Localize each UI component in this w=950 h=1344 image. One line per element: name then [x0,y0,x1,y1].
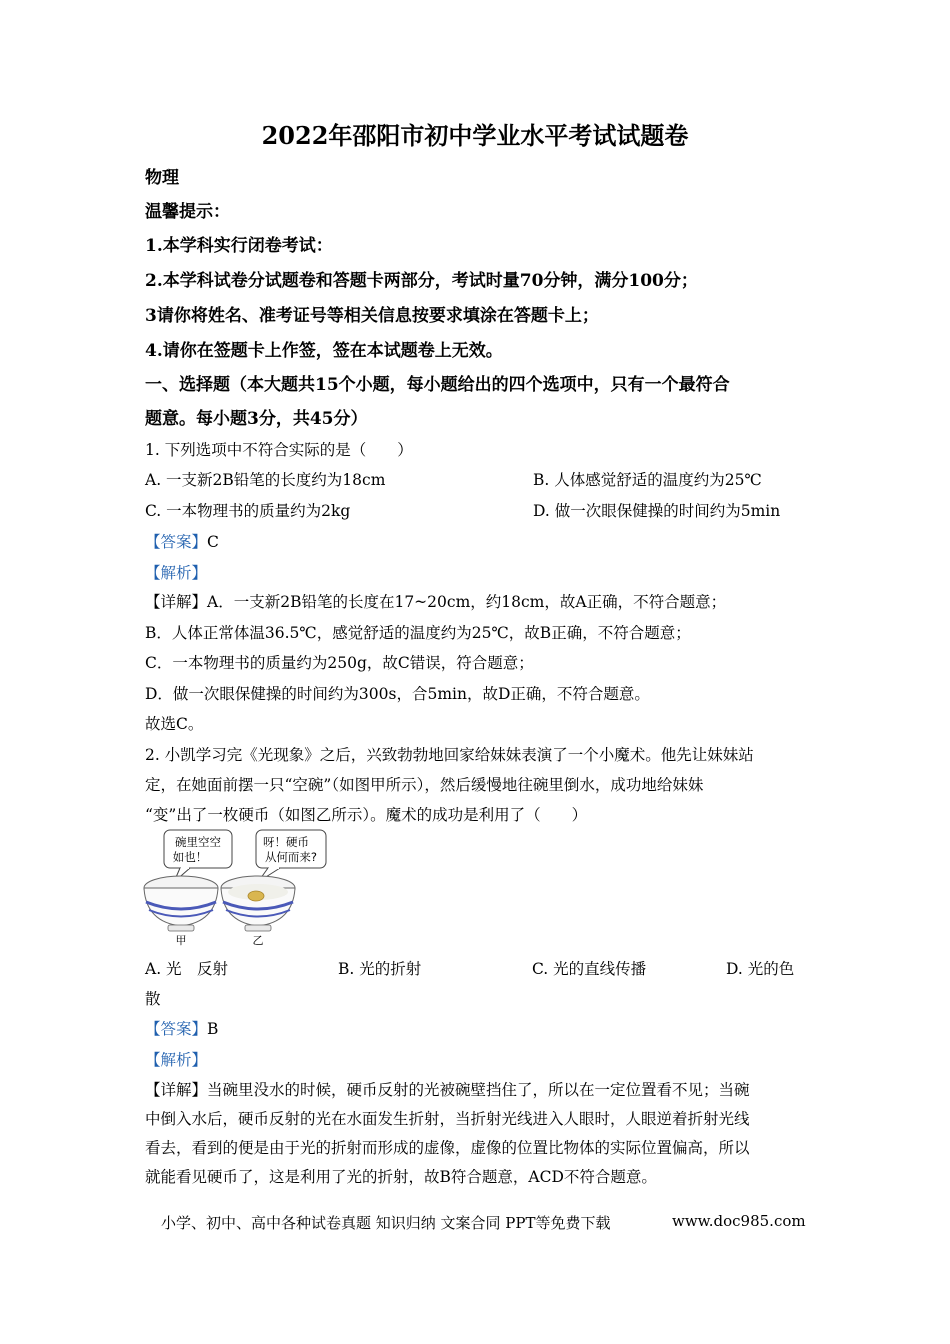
subject-label: 物理 [145,168,179,188]
detail-tag: 【详解】 [145,1081,208,1099]
q2-stem-line: “变”出了一枚硬币（如图乙所示）。魔术的成功是利用了（ ） [145,806,588,824]
q2-option-d: D. 光的色 [726,960,795,978]
q1-stem: 1. 下列选项中不符合实际的是（ ） [145,441,413,459]
q2-option-a: A. 光 反射 [145,960,229,978]
bubble-left-text-2: 如也！ [172,850,208,864]
bowl-figure [140,826,340,950]
figure-label-yi: 乙 [252,934,264,947]
q2-stem-line: 定，在她面前摆一只“空碗”（如图甲所示），然后缓慢地往碗里倒水，成功地给妹妹 [145,776,704,794]
q2-option-c: C. 光的直线传播 [532,960,647,978]
answer-tag: 【答案】 [145,1020,208,1038]
bubble-right-text-2: 从何而来? [264,850,318,864]
speech-bubble-right [256,830,326,882]
tip-item: 2.本学科试卷分试题卷和答题卡两部分，考试时量70分钟，满分100分； [145,271,698,291]
speech-bubble-left [164,830,232,882]
answer-tag: 【答案】 [145,533,208,551]
answer-value: B [207,1020,219,1038]
empty-bowl-illustration [144,876,218,947]
figure-label-jia: 甲 [175,934,187,947]
q1-option-a: A. 一支新2B铅笔的长度约为18cm [145,471,386,489]
q2-detail-line: 中倒入水后，硬币反射的光在水面发生折射，当折射光线进入人眼时，人眼逆着折射光线 [145,1110,750,1128]
coin-icon [248,891,264,901]
tip-item: 1.本学科实行闭卷考试： [145,236,333,256]
q2-detail-line: 就能看见硬币了，这是利用了光的折射，故B符合题意，ACD不符合题意。 [145,1168,657,1186]
q2-detail [145,1078,750,1100]
answer-value: C [207,533,219,551]
q2-answer [145,1017,218,1039]
bubble-left-text-1: 碗里空空 [175,835,221,849]
footer-url[interactable]: www.doc985.com [672,1212,806,1230]
page-title: 2022年邵阳市初中学业水平考试试题卷 [261,121,689,150]
q1-detail [145,590,726,612]
q2-option-b: B. 光的折射 [338,960,422,978]
q2-stem-line: 2. 小凯学习完《光现象》之后，兴致勃勃地回家给妹妹表演了一个小魔术。他先让妹妹站 [145,746,754,764]
q1-detail-line: B．人体正常体温36.5℃，感觉舒适的温度约为25℃，故B正确，不符合题意； [145,624,691,642]
water-bowl-illustration [221,876,295,947]
q1-detail-line: C．一本物理书的质量约为250g，故C错误，符合题意； [145,654,534,672]
q2-analysis-tag: 【解析】 [145,1051,208,1069]
q1-option-c: C. 一本物理书的质量约为2kg [145,502,351,520]
q1-analysis-tag: 【解析】 [145,564,208,582]
q2-detail-line: 看去，看到的便是由于光的折射而形成的虚像，虚像的位置比物体的实际位置偏高，所以 [145,1139,750,1157]
q1-option-b: B. 人体感觉舒适的温度约为25℃ [533,471,762,489]
detail-line: 当碗里没水的时候，硬币反射的光被碗壁挡住了，所以在一定位置看不见；当碗 [207,1081,750,1099]
q1-answer [145,530,219,552]
tip-item: 3请你将姓名、准考证号等相关信息按要求填涂在答题卡上； [145,306,599,326]
detail-line: A．一支新2B铅笔的长度在17~20cm，约18cm，故A正确，不符合题意； [207,593,727,611]
tips-heading: 温馨提示： [145,202,230,222]
tip-item: 4.请你在签题卡上作签，签在本试题卷上无效。 [145,341,503,361]
q1-conclusion: 故选C。 [145,715,204,733]
q2-option-d-cont: 散 [145,990,161,1008]
q1-option-d: D. 做一次眼保健操的时间约为5min [533,502,781,520]
section-heading: 一、选择题（本大题共15个小题，每小题给出的四个选项中，只有一个最符合 [145,375,730,395]
section-heading-cont: 题意。每小题3分，共45分） [145,409,368,429]
detail-tag: 【详解】 [145,593,208,611]
q1-detail-line: D．做一次眼保健操的时间约为300s，合5min，故D正确，不符合题意。 [145,685,650,703]
bubble-right-text-1: 呀！硬币 [263,835,309,849]
footer-text: 小学、初中、高中各种试卷真题 知识归纳 文案合同 PPT等免费下载 [161,1214,611,1232]
